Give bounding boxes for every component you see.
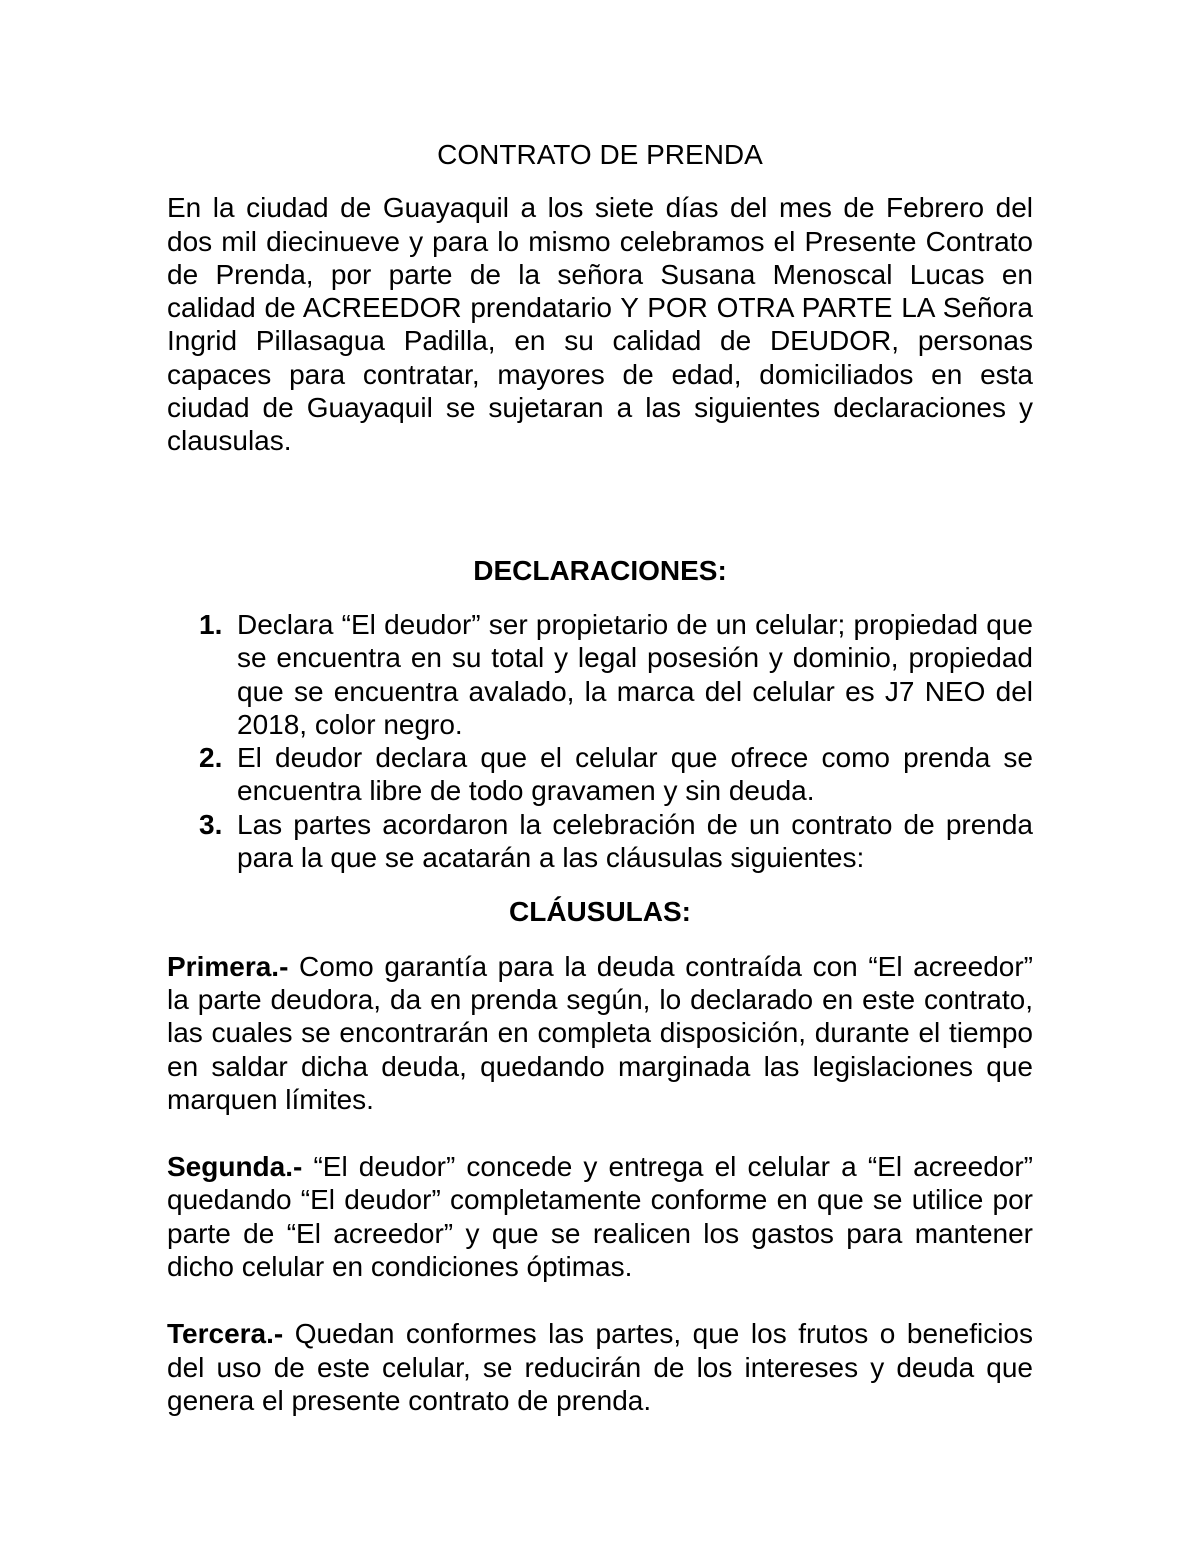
- clausula-segunda: [167, 1150, 1033, 1283]
- declaracion-text: Las partes acordaron la celebración de un contrato de prenda para la que se acatarán a las cláusulas siguientes:: [237, 808, 1033, 874]
- clausula-tercera: [167, 1317, 1033, 1417]
- clausula-text: Como garantía para la deuda contraída con “El acreedor” la parte deudora, da en prenda según, lo declarado en este contrato, las cuales se encontrarán en completa disposición, durante el tiempo en saldar dicha deuda, quedando marginada las legislaciones que marquen límites.: [167, 950, 1033, 1115]
- clausula-text: “El deudor” concede y entrega el celular a “El acreedor” quedando “El deudor” completamente conforme en que se utilice por parte de “El acreedor” y que se realicen los gastos para mantener dicho celular en condiciones óptimas.: [167, 1151, 1033, 1283]
- document-title: CONTRATO DE PRENDA: [437, 139, 763, 170]
- declaraciones-heading: DECLARACIONES:: [473, 554, 727, 586]
- declaracion-text: El deudor declara que el celular que ofrece como prenda se encuentra libre de todo gravamen y sin deuda.: [237, 742, 1033, 807]
- declaraciones-list: [167, 608, 1033, 874]
- clausula-label: Segunda.-: [167, 1151, 303, 1183]
- declaracion-item: [199, 808, 1033, 875]
- clausulas-heading: CLÁUSULAS:: [509, 896, 691, 928]
- declaracion-item: [199, 741, 1033, 808]
- declaracion-number: 3.: [199, 808, 223, 840]
- clausula-text: Quedan conformes las partes, que los frutos o beneficios del uso de este celular, se reducirán de los intereses y deuda que genera el presente contrato de prenda.: [167, 1318, 1033, 1416]
- declaracion-number: 1.: [199, 608, 223, 640]
- declaracion-text: Declara “El deudor” ser propietario de un celular; propiedad que se encuentra en su total y legal posesión y dominio, propiedad que se encuentra avalado, la marca del celular es J7 NEO del 2018, color negro.: [237, 608, 1033, 740]
- declaracion-number: 2.: [199, 742, 223, 774]
- clausula-label: Tercera.-: [167, 1318, 284, 1350]
- declaracion-item: [199, 608, 1033, 741]
- clausula-primera: [167, 950, 1033, 1116]
- intro-paragraph: En la ciudad de Guayaquil a los siete días del mes de Febrero del dos mil diecinueve y para lo mismo celebramos el Presente Contrato de Prenda, por parte de la señora Susana Menoscal Lucas en calidad de ACREEDOR prendatario Y POR OTRA PARTE LA Señora Ingrid Pillasagua Padilla, en su calidad de DEUDOR, personas capaces para contratar, mayores de edad, domiciliados en esta ciudad de Guayaquil se sujetaran a las siguientes declaraciones y clausulas.: [167, 192, 1033, 457]
- clausula-label: Primera.-: [167, 950, 289, 982]
- document-body: [167, 138, 1033, 1451]
